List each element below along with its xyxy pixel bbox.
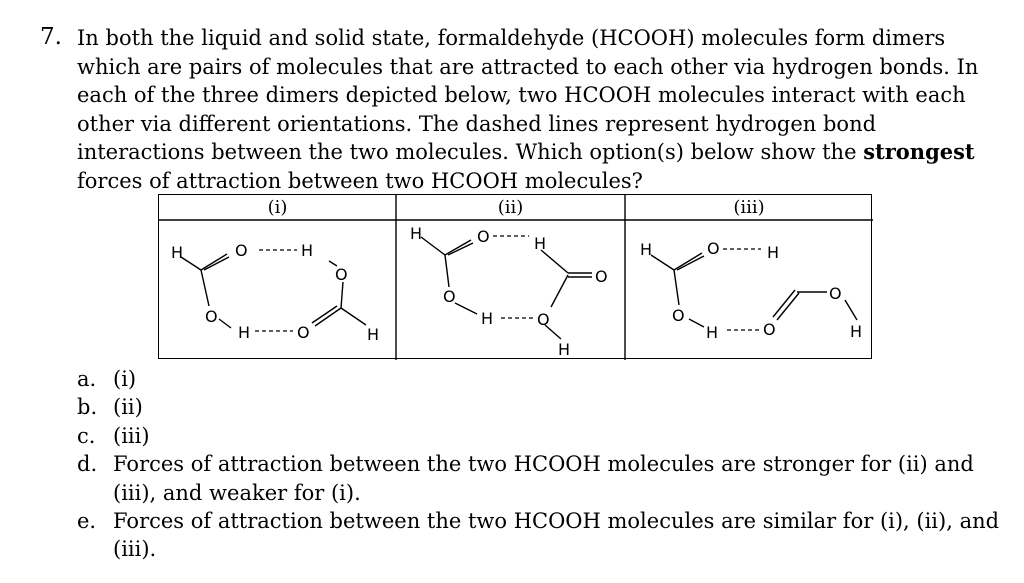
atom-h: H	[171, 243, 184, 262]
atom-o: O	[829, 284, 842, 303]
option-label: e.	[77, 509, 97, 534]
dimer-i	[171, 241, 379, 344]
atom-h: H	[238, 323, 251, 342]
atom-o: O	[335, 265, 348, 284]
option-label: d.	[77, 452, 98, 477]
table-header-iii: (iii)	[733, 197, 765, 218]
option-text: (ii)	[113, 395, 143, 420]
option-label: b.	[77, 395, 98, 420]
atom-o: O	[595, 267, 608, 286]
atom-h: H	[367, 325, 380, 344]
atom-o: O	[205, 307, 218, 326]
option-text: (iii)	[113, 423, 150, 448]
option-c[interactable]	[77, 422, 1007, 450]
table-header-i: (i)	[267, 197, 288, 218]
option-text: (i)	[113, 367, 137, 391]
dimer-structures	[159, 195, 873, 360]
atom-h: H	[301, 241, 314, 260]
atom-h: H	[410, 224, 423, 243]
atom-o: O	[537, 310, 550, 329]
atom-o: O	[672, 306, 685, 325]
atom-h: H	[558, 340, 571, 359]
question-text	[77, 24, 1007, 196]
question-number: 7.	[40, 24, 62, 50]
atom-o: O	[443, 287, 456, 306]
table-header-ii: (ii)	[497, 197, 524, 218]
option-d[interactable]	[77, 450, 1007, 507]
question-text-part-2: forces of attraction between two HCOOH molecules?	[77, 168, 643, 193]
option-label: c.	[77, 423, 96, 448]
dimer-iii	[640, 239, 862, 342]
question-text-part-1: In both the liquid and solid state, formaldehyde (HCOOH) molecules form dimers which are pairs of molecules that are attracted to each other via hydrogen bonds. In each of the three dimers depicted below, two HCOOH molecules interact with each other via different orientations. The dashed lines represent hydrogen bond interactions between the two molecules. Which option(s) below show the	[77, 26, 979, 165]
atom-h: H	[850, 322, 863, 341]
atom-o: O	[235, 241, 248, 260]
option-label: a.	[77, 367, 97, 391]
option-text: Forces of attraction between the two HCOOH molecules are similar for (i), (ii), and (iii).	[113, 509, 1000, 562]
option-b[interactable]	[77, 393, 1007, 421]
answer-options	[77, 365, 1007, 564]
atom-o: O	[707, 239, 720, 258]
option-e[interactable]	[77, 507, 1007, 564]
option-text: Forces of attraction between the two HCOOH molecules are stronger for (ii) and (iii), and weaker for (i).	[113, 452, 974, 505]
atom-o: O	[763, 320, 776, 339]
option-a[interactable]	[77, 365, 1007, 393]
atom-h: H	[767, 243, 780, 262]
atom-h: H	[640, 240, 653, 259]
atom-h: H	[706, 323, 719, 342]
atom-h: H	[534, 234, 547, 253]
dimer-ii	[410, 224, 608, 359]
atom-h: H	[481, 309, 494, 328]
dimer-table	[158, 194, 872, 359]
atom-o: O	[477, 227, 490, 246]
atom-o: O	[297, 323, 310, 342]
question-bold-word: strongest	[863, 139, 975, 165]
